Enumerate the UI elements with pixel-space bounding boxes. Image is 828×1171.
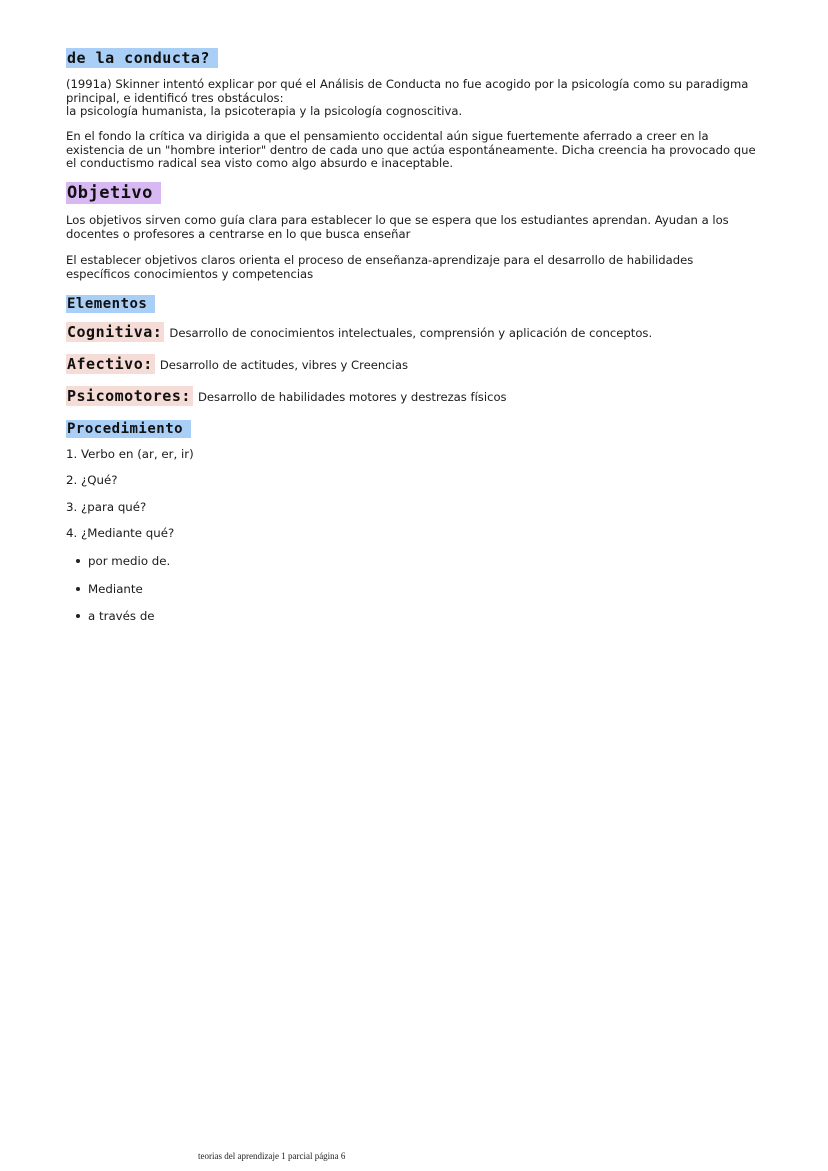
element-item <box>66 322 816 342</box>
list-item: 3. ¿para qué? <box>66 500 147 514</box>
heading-elementos: Elementos <box>66 295 155 313</box>
section-procedimiento <box>66 418 816 438</box>
element-text: Desarrollo de habilidades motores y destrezas físicos <box>198 390 507 404</box>
bullet-item <box>76 554 170 568</box>
paragraph-line: existencia de un "hombre interior" dentro de cada uno que actúa espontáneamente. Dicha creencia ha provocado que <box>66 142 756 157</box>
paragraph-line: El establecer objetivos claros orienta el proceso de enseñanza-aprendizaje para el desarrollo de habilidades <box>66 253 694 267</box>
paragraph-line: el conductismo radical sea visto como algo absurdo e inaceptable. <box>66 156 454 170</box>
paragraph-line: En el fondo la crítica va dirigida a que el pensamiento occidental aún sigue fuertemente aferrado a creer en la <box>66 129 709 143</box>
paragraph-critica <box>66 130 816 171</box>
paragraph-line: la psicología humanista, la psicoterapia y la psicología cognoscitiva. <box>66 104 463 118</box>
element-label: Psicomotores: <box>67 387 191 405</box>
bullet-text: Mediante <box>88 582 143 596</box>
paragraph-line: Los objetivos sirven como guía clara para establecer lo que se espera que los estudiantes aprendan. Ayudan a los <box>66 213 729 227</box>
bullet-text: a través de <box>88 609 155 623</box>
element-text: Desarrollo de actitudes, vibres y Creencias <box>159 358 409 372</box>
element-label: Afectivo: <box>67 355 153 373</box>
element-item <box>66 386 816 406</box>
section-objetivo <box>66 182 816 204</box>
paragraph-objetivos-orienta <box>66 254 816 281</box>
paragraph-line: específicos conocimientos y competencias <box>66 266 314 281</box>
list-item: 2. ¿Qué? <box>66 473 118 487</box>
bullet-text: por medio de. <box>88 554 171 568</box>
paragraph-line: principal, e identificó tres obstáculos: <box>66 90 284 105</box>
bullet-item <box>76 582 143 596</box>
paragraph-line: (1991a) Skinner intentó explicar por qué el Análisis de Conducta no fue acogido por la psicología como su paradigma <box>66 77 749 91</box>
heading-procedimiento: Procedimiento <box>66 420 191 438</box>
list-item: 4. ¿Mediante qué? <box>66 526 175 540</box>
section-conducta <box>66 48 816 68</box>
heading-conducta: de la conducta? <box>66 48 218 68</box>
element-item <box>66 354 816 374</box>
bullet-dot-icon <box>76 587 80 591</box>
section-elementos <box>66 293 816 313</box>
heading-objetivo: Objetivo <box>66 182 161 204</box>
element-text: Desarrollo de conocimientos intelectuales, comprensión y aplicación de conceptos. <box>169 326 653 340</box>
element-label: Cognitiva: <box>67 323 163 341</box>
bullet-dot-icon <box>76 559 80 563</box>
bullet-item <box>76 609 155 623</box>
page-footer: teorias del aprendizaje 1 parcial página 6 <box>198 1151 346 1161</box>
paragraph-skinner <box>66 78 816 119</box>
list-item: 1. Verbo en (ar, er, ir) <box>66 447 194 461</box>
bullet-dot-icon <box>76 614 80 618</box>
paragraph-line: docentes o profesores a centrarse en lo que busca enseñar <box>66 226 411 241</box>
paragraph-objetivos-guia <box>66 214 816 241</box>
